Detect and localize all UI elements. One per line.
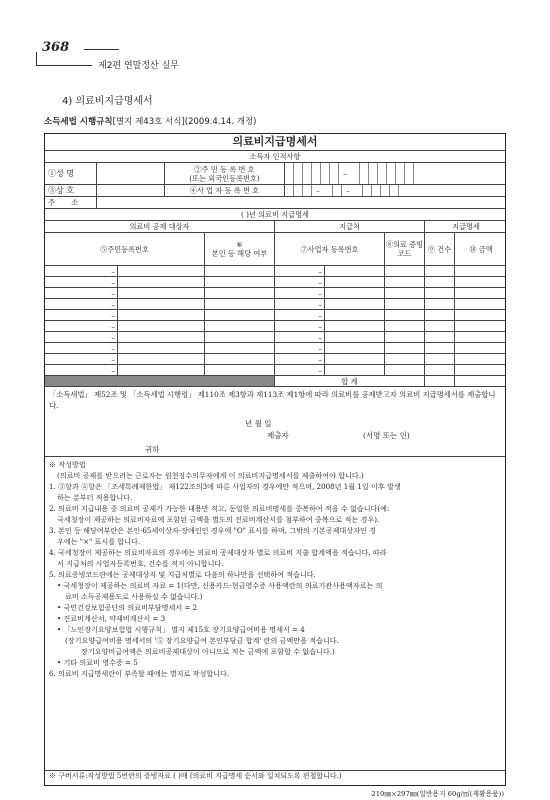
note-line: (장기요양급여비용 명세서의 '⑤ 장기요양급여 본인부담금 합계' 란의 금액만을 적습니다. — [65, 635, 339, 645]
table-cell[interactable] — [455, 332, 507, 342]
table-cell[interactable] — [425, 277, 455, 287]
col-bizno: ⑦사업자 등록번호 — [275, 233, 385, 265]
table-cell[interactable] — [385, 332, 425, 342]
note-line: • 국세청장이 제공하는 의료비 자료 = 1(다만, 신용카드·현금영수증 사용액란의 의료기관사용액자료는 의 — [57, 580, 383, 590]
medical-expense-form — [44, 133, 506, 786]
col-self: ⑥ 본인 등 해당 여부 — [205, 233, 275, 265]
table-cell[interactable] — [455, 343, 507, 353]
total-count[interactable] — [425, 376, 455, 386]
bizno-field[interactable]: – – — [285, 185, 507, 196]
table-cell[interactable] — [425, 266, 455, 276]
table-row — [45, 277, 505, 288]
note-line: 우에는 "×" 표시를 합니다. — [57, 536, 141, 546]
notes-section — [49, 460, 501, 680]
table-cell[interactable]: – — [45, 266, 118, 276]
table-cell[interactable] — [325, 332, 385, 342]
table-cell[interactable] — [425, 343, 455, 353]
table-cell[interactable]: – — [45, 354, 118, 364]
bizno-label: ④사 업 자 등 록 번 호 — [165, 185, 285, 196]
table-cell[interactable] — [455, 299, 507, 309]
total-shaded — [45, 376, 275, 386]
year-label: ( )년 의료비 지급명세 — [240, 210, 309, 219]
note-line: 4. 국세청장이 제공하는 의료비자료의 경우에는 의료비 공제대상자 별로 의료비 지출 합계액을 적습니다. 따라 — [49, 547, 387, 557]
header-rule — [84, 49, 119, 50]
group-header-row — [45, 221, 505, 233]
table-cell[interactable] — [118, 310, 205, 320]
table-cell[interactable] — [455, 277, 507, 287]
taxpayer-header: 소득자 인적사항 — [249, 152, 301, 161]
declaration-block — [45, 387, 505, 457]
table-row — [45, 332, 505, 343]
table-row — [45, 354, 505, 365]
rrn-field[interactable]: – — [285, 163, 507, 184]
table-cell[interactable] — [325, 343, 385, 353]
paper-spec: 210㎜×297㎜(일반용지 60g/㎡(재활용품)) — [371, 790, 504, 798]
table-cell[interactable] — [455, 365, 507, 375]
col-rrn: ⑤주민등록번호 — [45, 233, 205, 265]
table-row — [45, 365, 505, 376]
table-cell[interactable]: – — [275, 365, 325, 375]
table-cell[interactable]: – — [275, 343, 325, 353]
table-cell[interactable]: – — [275, 288, 325, 298]
table-cell[interactable] — [425, 310, 455, 320]
total-amount[interactable] — [455, 376, 507, 386]
note-line: 6. 의료비 지급명세란이 부족할 때에는 별지로 작성합니다. — [49, 668, 230, 678]
table-cell[interactable] — [118, 321, 205, 331]
table-cell[interactable] — [385, 354, 425, 364]
col-proof: ⑧의료 증빙코드 — [385, 233, 425, 265]
table-cell[interactable] — [325, 310, 385, 320]
address-field[interactable] — [97, 197, 507, 208]
table-cell[interactable] — [325, 266, 385, 276]
table-cell[interactable] — [385, 343, 425, 353]
payment-header: 지급명세 — [452, 222, 480, 231]
col-count: ⑨ 건수 — [425, 233, 455, 265]
table-cell[interactable] — [118, 365, 205, 375]
table-cell[interactable]: – — [45, 288, 118, 298]
page-number: 368 — [42, 40, 70, 55]
signature-label: (서명 또는 인) — [363, 431, 410, 440]
table-cell[interactable] — [118, 332, 205, 342]
table-cell[interactable]: – — [45, 365, 118, 375]
note-line: 료비 소득공제용도로 사용하실 수 없습니다.) — [65, 591, 203, 601]
table-cell[interactable] — [385, 321, 425, 331]
declaration-text: 「소득세법」 제52조 및 「소득세법 시행령」 제110조 제3항과 제113조 제1항에 따라 의료비를 공제받고자 의료비 지급명세서를 제출합니다. — [49, 390, 496, 410]
table-cell[interactable] — [205, 310, 275, 320]
address-label: 주 소 — [45, 197, 97, 208]
column-header-row — [45, 233, 505, 266]
table-row — [45, 266, 505, 277]
name-field[interactable] — [97, 163, 165, 184]
table-cell[interactable]: – — [45, 332, 118, 342]
table-cell[interactable] — [118, 299, 205, 309]
note-line: 2. 의료비 지급내용 중 의료비 공제가 가능한 내용만 적고, 동일한 의료비명세를 중복하여 적을 수 없습니다(예: — [49, 503, 390, 513]
note-line: 서 지급처의 사업자등록번호, 건수를 적지 아니합니다. — [57, 558, 224, 568]
table-cell[interactable] — [385, 288, 425, 298]
table-cell[interactable] — [205, 277, 275, 287]
table-cell[interactable] — [385, 299, 425, 309]
note-line: 5. 의료증빙코드란에는 공제대상자 및 지급처별로 다음의 하나만을 선택하여 적습니다. — [49, 569, 316, 579]
table-cell[interactable] — [455, 266, 507, 276]
year-row — [45, 209, 505, 221]
table-cell[interactable] — [118, 288, 205, 298]
table-cell[interactable] — [325, 299, 385, 309]
payee-header: 지급처 — [275, 221, 425, 232]
table-cell[interactable] — [425, 365, 455, 375]
taxpayer-header-row — [45, 151, 505, 163]
date-line: 년 월 일 — [245, 419, 272, 428]
table-cell[interactable] — [118, 354, 205, 364]
table-cell[interactable] — [455, 310, 507, 320]
table-cell[interactable] — [325, 277, 385, 287]
table-cell[interactable]: – — [45, 343, 118, 353]
name-row — [45, 163, 505, 185]
table-row — [45, 310, 505, 321]
table-cell[interactable]: – — [275, 299, 325, 309]
table-cell[interactable] — [455, 288, 507, 298]
header-rule-lower — [42, 65, 92, 66]
table-cell[interactable]: – — [275, 321, 325, 331]
table-cell[interactable] — [325, 365, 385, 375]
trade-row — [45, 185, 505, 197]
rrn-label: ②주 민 등 록 번 호 (또는 외국인등록번호) — [165, 163, 285, 184]
table-row — [45, 343, 505, 354]
table-row — [45, 321, 505, 332]
chapter-title: 제2편 연말정산 실무 — [98, 61, 180, 71]
table-cell[interactable] — [455, 354, 507, 364]
notes-title: ※ 작성방법 — [49, 460, 86, 469]
note-line: • 기타 의료비 영수증 = 5 — [57, 657, 138, 667]
col-amount: ⑩ 금액 — [469, 244, 493, 254]
table-cell[interactable] — [425, 332, 455, 342]
note-line: (의료비 공제를 받으려는 근로자는 원천징수의무자에게 이 의료비지급명세서를 제출하여야 합니다.) — [57, 470, 364, 480]
table-cell[interactable]: – — [275, 332, 325, 342]
note-line: 1. ③항과 ④항은 「조세특례제한법」 제122조의3에 따른 사업자의 경우에만 적으며, 2008년 1월 1일 이후 발생 — [49, 481, 401, 491]
note-line: • 「노인장기요양보험법 시행규칙」 별지 제15호 장기요양급여비용 명세서 = 4 — [57, 624, 305, 634]
form-title-row — [45, 134, 505, 151]
table-cell[interactable] — [205, 365, 275, 375]
form-reference: 소득세법 시행규칙[별지 제43호 서식](2009.4.14. 개정) — [44, 117, 257, 127]
table-cell[interactable] — [425, 354, 455, 364]
table-cell[interactable] — [205, 332, 275, 342]
form-title: 의료비지급명세서 — [232, 135, 318, 149]
table-cell[interactable] — [118, 277, 205, 287]
table-cell[interactable]: – — [275, 277, 325, 287]
total-label: 합 계 — [275, 376, 425, 386]
table-cell[interactable] — [205, 321, 275, 331]
section-title: 4) 의료비지급명세서 — [62, 96, 153, 107]
table-cell[interactable] — [325, 354, 385, 364]
note-line: 장기요양비급여액은 의료비공제대상이 아니므로 적는 금액에 포함할 수 없습니다.) — [81, 646, 335, 656]
table-cell[interactable] — [205, 354, 275, 364]
note-line: • 진료비계산서, 약제비계산서 = 3 — [57, 613, 166, 623]
table-cell[interactable] — [325, 288, 385, 298]
table-cell[interactable] — [118, 343, 205, 353]
table-cell[interactable] — [425, 321, 455, 331]
table-cell[interactable] — [205, 266, 275, 276]
table-cell[interactable]: – — [275, 310, 325, 320]
table-cell[interactable] — [425, 299, 455, 309]
table-cell[interactable]: – — [275, 266, 325, 276]
note-line: 국세청장이 제공하는 의료비자료에 포함된 금액을 별도의 진료비계산서를 첨부하여 중복으로 적는 경우). — [57, 514, 380, 524]
name-label: ①성 명 — [45, 163, 97, 184]
table-cell[interactable] — [455, 321, 507, 331]
table-cell[interactable]: – — [275, 354, 325, 364]
table-cell[interactable] — [205, 299, 275, 309]
table-cell[interactable] — [385, 310, 425, 320]
recipient-header: 의료비 공제 대상자 — [45, 221, 275, 232]
table-cell[interactable] — [425, 288, 455, 298]
note-line: 3. 본인 등 해당여부란은 본인·65세이상자·장애인인 경우에 "O" 표시를 하며, 그밖의 기본공제대상자인 경 — [49, 525, 376, 535]
table-cell[interactable] — [205, 343, 275, 353]
total-row — [45, 376, 505, 387]
note-line: • 국민건강보험공단의 의료비부담명세서 = 2 — [57, 602, 198, 612]
table-cell[interactable]: – — [45, 310, 118, 320]
table-row — [45, 288, 505, 299]
table-cell[interactable]: – — [45, 321, 118, 331]
note-line: 하는 분부터 적용합니다. — [57, 492, 133, 502]
table-cell[interactable] — [325, 321, 385, 331]
trade-label: ③상 호 — [45, 185, 97, 196]
submitter-label: 제출자 — [267, 431, 289, 440]
table-cell[interactable] — [385, 365, 425, 375]
table-cell[interactable] — [205, 288, 275, 298]
table-cell[interactable]: – — [45, 299, 118, 309]
header-bracket — [36, 52, 42, 66]
attachments-note: ※ 구비서류:작성방법 5번란의 증빙자료 ( )매 (의료비 지급명세 순서와 일치되도록 편철합니다.) — [49, 772, 342, 780]
table-row — [45, 299, 505, 310]
addressee-label: 귀하 — [145, 445, 160, 454]
table-cell[interactable] — [385, 266, 425, 276]
table-cell[interactable] — [118, 266, 205, 276]
table-cell[interactable] — [385, 277, 425, 287]
trade-field[interactable] — [97, 185, 165, 196]
table-cell[interactable]: – — [45, 277, 118, 287]
address-row — [45, 197, 505, 209]
